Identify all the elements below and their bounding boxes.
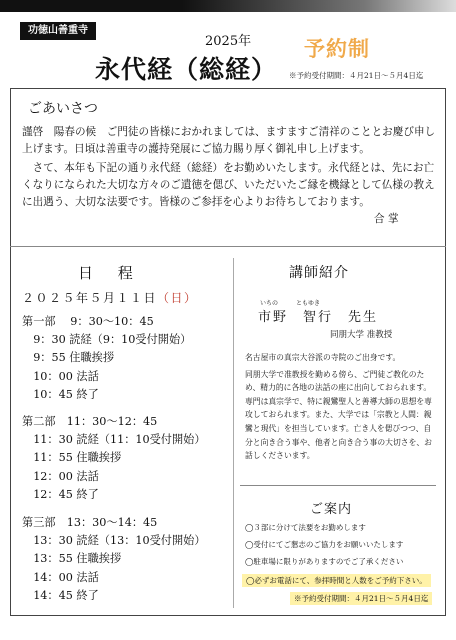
schedule-row: 14：00 法話 bbox=[22, 571, 99, 584]
schedule-row: 第一部 9：30～10：45 bbox=[22, 315, 154, 328]
section-divider bbox=[10, 246, 446, 247]
schedule-heading: 日 程 bbox=[78, 264, 143, 282]
event-date-main: ２０２５年５月１１日 bbox=[22, 291, 158, 305]
lecturer-ruby-family: いちの bbox=[260, 300, 279, 307]
lecturer-bio bbox=[245, 351, 437, 463]
schedule-row: 11：30 読経（11：10受付開始） bbox=[22, 433, 206, 446]
event-date bbox=[22, 289, 198, 306]
schedule-row: 11：55 住職挨拶 bbox=[22, 451, 122, 464]
greeting-closing: 合 掌 bbox=[374, 213, 399, 225]
guide-item: ◯駐車場に限りがありますのでご了承ください bbox=[245, 557, 404, 566]
column-divider bbox=[233, 258, 234, 608]
schedule-row: 12：45 終了 bbox=[22, 488, 99, 501]
schedule-row: 第二部 11：30～12：45 bbox=[22, 415, 158, 428]
lecturer-ruby-given: ともゆき bbox=[296, 300, 321, 307]
event-date-weekday: （日） bbox=[157, 291, 198, 305]
lecturer-bio-1: 名古屋市の真宗大谷派の寺院のご出身です。 bbox=[245, 353, 401, 362]
guide-item: ◯受付にてご懇志のご協力をお願いいたします bbox=[245, 540, 404, 549]
guide-divider bbox=[240, 485, 436, 486]
greeting-heading: ごあいさつ bbox=[28, 101, 98, 117]
schedule-row: 9：30 読経（9：10受付開始） bbox=[22, 333, 192, 346]
schedule-row: 13：55 住職挨拶 bbox=[22, 552, 122, 565]
schedule-row: 14：45 終了 bbox=[22, 589, 99, 602]
schedule-row: 10：00 法話 bbox=[22, 370, 99, 383]
greeting-paragraph-2: さて、本年も下記の通り永代経（総経）をお勤めいたします。永代経とは、先にお亡くなりになられた大切な方々のご遺徳を偲び、いただいたご縁を機縁として仏様の教えに出遇う、大切な法要です。皆様のご参拝を心よりお待ちしております。 bbox=[22, 162, 435, 208]
lecturer-heading: 講師紹介 bbox=[289, 265, 349, 281]
top-gradient-bar bbox=[0, 0, 456, 12]
reservation-notice: ◯必ずお電話にて、参拝時間と人数をご予約下さい。 bbox=[242, 574, 431, 587]
schedule-row: 13：30 読経（13：10受付開始） bbox=[22, 534, 206, 547]
reservation-required-label: 予約制 bbox=[304, 37, 370, 61]
event-year: 2025年 bbox=[205, 34, 252, 49]
lecturer-affiliation: 同朋大学 准教授 bbox=[330, 330, 393, 340]
guide-heading: ご案内 bbox=[310, 502, 353, 517]
guide-item: ◯３部に分けて法要をお勤めします bbox=[245, 523, 366, 532]
schedule-row: 10：45 終了 bbox=[22, 388, 99, 401]
greeting-paragraph-1: 謹啓 陽春の候 ご門徒の皆様におかれましては、ますますご清祥のこととお慶び申し上げます。日頃は善重寺の護持発展にご協力賜り厚く御礼申し上げます。 bbox=[22, 126, 436, 155]
schedule-row: 第三部 13：30～14：45 bbox=[22, 516, 158, 529]
page-title: 永代経（総経） bbox=[95, 55, 278, 84]
reservation-period-bottom: ※予約受付期間：４月21日～５月4日迄 bbox=[290, 592, 432, 605]
reservation-period-top: ※予約受付期間：４月21日～５月4日迄 bbox=[289, 71, 424, 80]
temple-name-badge: 功徳山善重寺 bbox=[20, 22, 96, 40]
lecturer-bio-2: 同朋大学で准教授を勤める傍ら、ご門徒ご教化のため、精力的に各地の法話の座に出向しておられます。 bbox=[245, 369, 432, 393]
schedule-row: 9：55 住職挨拶 bbox=[22, 351, 115, 364]
lecturer-bio-3: 専門は真宗学で、特に親鸞聖人と善導大師の思想を専攻しておられます。また、大学では「宗教と人間：親鸞と現代」を担当しています。亡き人を偲びつつ、自分と向き合う事や、他者と向き合う事の大切さを、お話しくださいます。 bbox=[245, 396, 432, 461]
lecturer-name: 市野 智行 先生 bbox=[258, 310, 379, 325]
schedule-row: 12：00 法話 bbox=[22, 470, 99, 483]
